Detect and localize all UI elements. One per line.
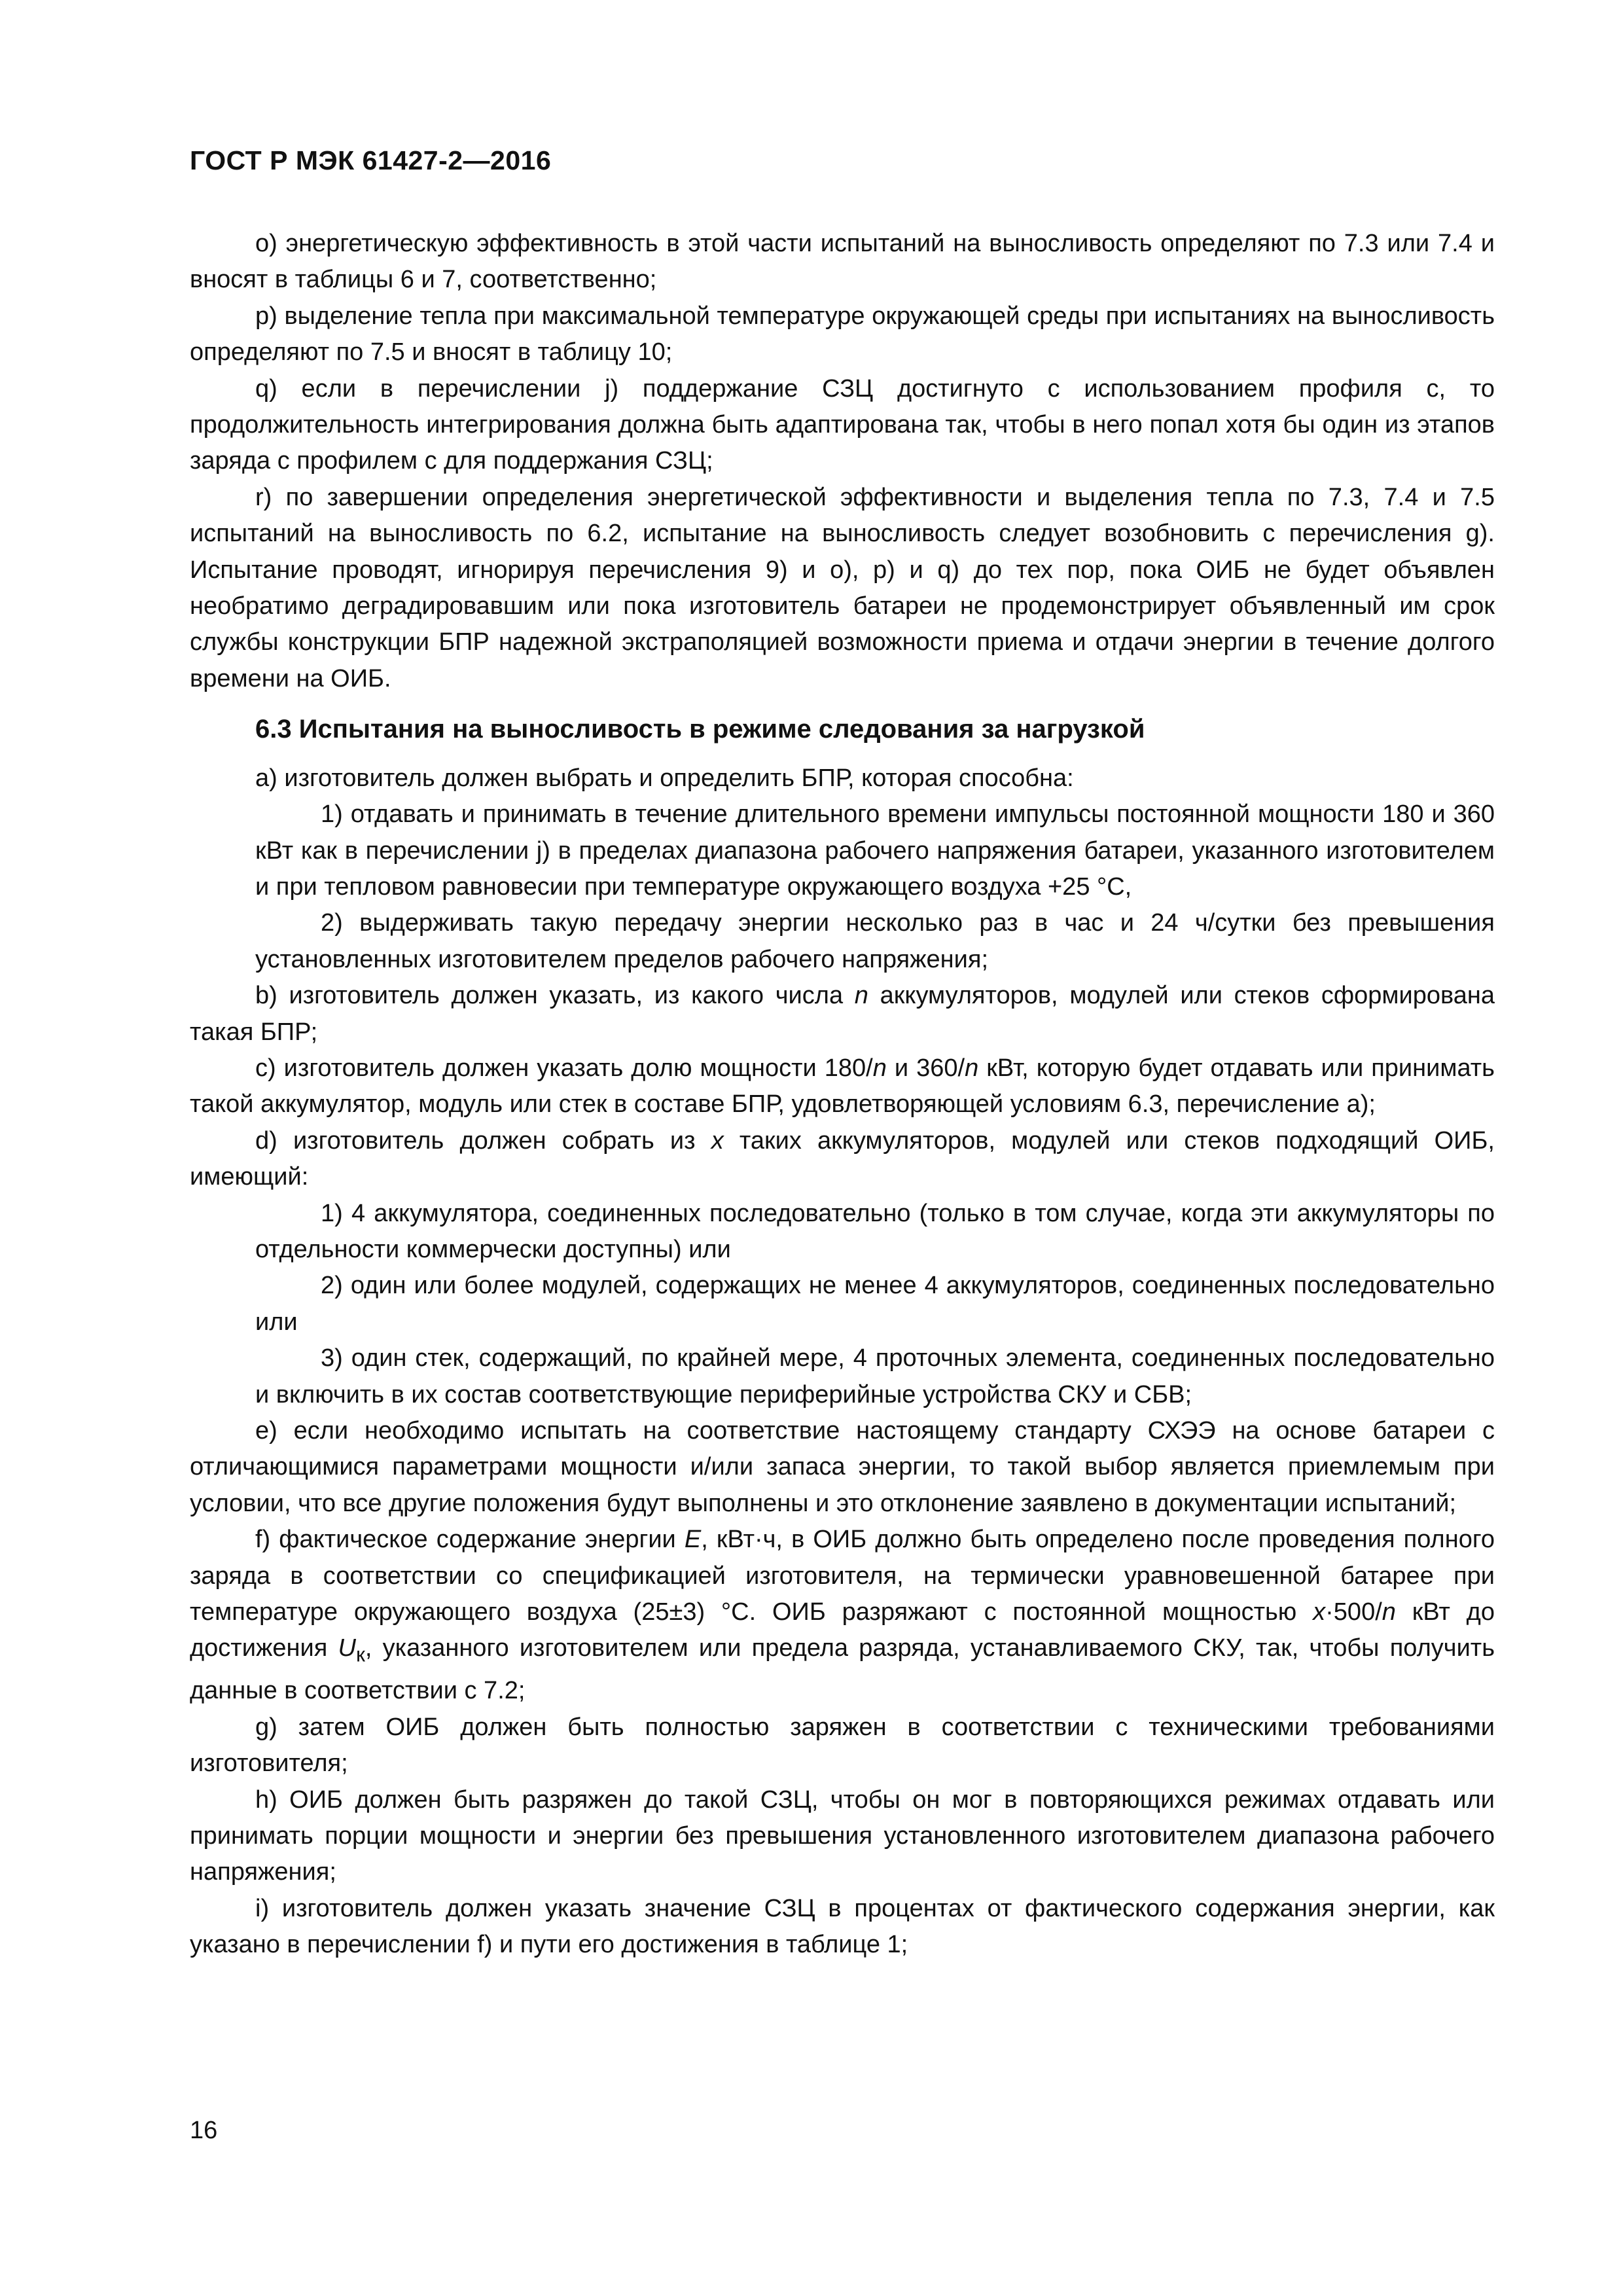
item-b <box>190 978 1495 1050</box>
item-a-1: 1) отдавать и принимать в течение длительного времени импульсы постоянной мощности 180 и 360 кВт как в перечислении j) в пределах диапазона рабочего напряжения батареи, указанного изготовителем и при тепловом равновесии при температуре окружающего воздуха +25 °С, <box>255 800 1495 901</box>
paragraph-o: о) энергетическую эффективность в этой части испытаний на выносливость определяют по 7.3 или 7.4 и вносят в таблицы 6 и 7, соответственно; <box>190 230 1495 294</box>
var-n: n <box>854 982 868 1010</box>
document-body <box>190 226 1495 1964</box>
item-h: h) ОИБ должен быть разряжен до такой СЗЦ, чтобы он мог в повторяющихся режимах отдавать или принимать порции мощности и энергии без превышения установленного изготовителем диапазона рабочего напряжения; <box>190 1785 1495 1886</box>
item-f <box>190 1522 1495 1710</box>
standard-header: ГОСТ Р МЭК 61427-2—2016 <box>190 145 552 175</box>
var-x: x <box>1313 1598 1326 1626</box>
section-heading-6-3: 6.3 Испытания на выносливость в режиме следования за нагрузкой <box>255 715 1145 744</box>
item-i: i) изготовитель должен указать значение СЗЦ в процентах от фактического содержания энергии, как указано в перечислении f) и пути его достижения в таблице 1; <box>190 1894 1495 1959</box>
item-e: е) если необходимо испытать на соответствие настоящему стандарту СХЭЭ на основе батареи с отличающимися параметрами мощности и/или запаса энергии, то такой выбор является приемлемым при условии, что все другие положения будут выполнены и это отклонение заявлено в документации испытаний; <box>190 1417 1495 1517</box>
item-d-1: 1) 4 аккумулятора, соединенных последовательно (только в том случае, когда эти аккумуляторы по отдельности коммерчески доступны) или <box>255 1199 1495 1263</box>
item-f-text-start: f) фактическое содержание энергии <box>255 1526 685 1554</box>
paragraph-q: q) если в перечислении j) поддержание СЗЦ достигнуто с использованием профиля с, то продолжительность интегрирования должна быть адаптирована так, чтобы в него попал хотя бы один из этапов заряда с профилем с для поддержания СЗЦ; <box>190 374 1495 475</box>
var-e: E <box>684 1526 702 1554</box>
paragraph-r: r) по завершении определения энергетической эффективности и выделения тепла по 7.3, 7.4 и 7.5 испытаний на выносливость по 6.2, испытание на выносливость следует возобновить с перечисления g). Испытание проводят, игнорируя перечисления 9) и о), р) и q) до тех пор, пока ОИБ не будет объявлен необратимо деградировавшим или пока изготовитель батареи не продемонстрирует объявленный им срок службы конструкции БПР надежной экстраполяцией возможности приема и отдачи энергии в течение долгого времени на ОИБ. <box>190 483 1495 692</box>
item-f-text-2: ·500/ <box>1325 1598 1382 1626</box>
item-d-3: 3) один стек, содержащий, по крайней мере, 4 проточных элемента, соединенных последовательно и включить в их состав соответствующие периферийные устройства СКУ и СБВ; <box>255 1344 1495 1408</box>
item-d-text-end: таких аккумуляторов, модулей или стеков подходящий ОИБ, имеющий: <box>190 1126 1495 1191</box>
item-d-text-start: d) изготовитель должен собрать из <box>255 1126 711 1155</box>
var-n: n <box>965 1054 979 1082</box>
var-x: x <box>711 1126 724 1155</box>
item-c-text-start: с) изготовитель должен указать долю мощности 180/ <box>255 1054 873 1082</box>
item-f-text-end: , указанного изготовителем или предела разряда, устанавливаемого СКУ, так, чтобы получить данные в соответствии с 7.2; <box>190 1634 1495 1705</box>
item-c-text-end: кВт, которую будет отдавать или принимать такой аккумулятор, модуль или стек в составе БПР, удовлетворяющей условиям 6.3, перечисление а); <box>190 1054 1495 1119</box>
item-a-2: 2) выдерживать такую передачу энергии несколько раз в час и 24 ч/сутки без превышения установленных изготовителем пределов рабочего напряжения; <box>255 909 1495 973</box>
item-f-text-3: кВт до достижения <box>190 1598 1495 1662</box>
subscript-k: к <box>355 1643 365 1667</box>
item-d-2: 2) один или более модулей, содержащих не менее 4 аккумуляторов, соединенных последовательно или <box>255 1272 1495 1336</box>
item-b-text-end: аккумуляторов, модулей или стеков сформирована такая БПР; <box>190 982 1495 1046</box>
item-c-text-mid: и 360/ <box>886 1054 965 1082</box>
page-number: 16 <box>190 2117 218 2144</box>
item-f-text-1: , кВт·ч, в ОИБ должно быть определено после проведения полного заряда в соответствии со спецификацией изготовителя, на термически уравновешенной батарее при температуре окружающего воздуха (25±3) °С. ОИБ разряжают с постоянной мощностью <box>190 1526 1495 1626</box>
item-a: а) изготовитель должен выбрать и определить БПР, которая способна: <box>255 764 1074 792</box>
var-n: n <box>1382 1598 1396 1626</box>
var-u: U <box>338 1634 356 1662</box>
item-g: g) затем ОИБ должен быть полностью заряжен в соответствии с техническими требованиями изготовителя; <box>190 1713 1495 1778</box>
item-b-text-start: b) изготовитель должен указать, из какого числа <box>255 982 855 1010</box>
item-d <box>190 1123 1495 1196</box>
item-c <box>190 1050 1495 1123</box>
var-n: n <box>872 1054 887 1082</box>
paragraph-p: p) выделение тепла при максимальной температуре окружающей среды при испытаниях на выносливость определяют по 7.5 и вносят в таблицу 10; <box>190 302 1495 367</box>
